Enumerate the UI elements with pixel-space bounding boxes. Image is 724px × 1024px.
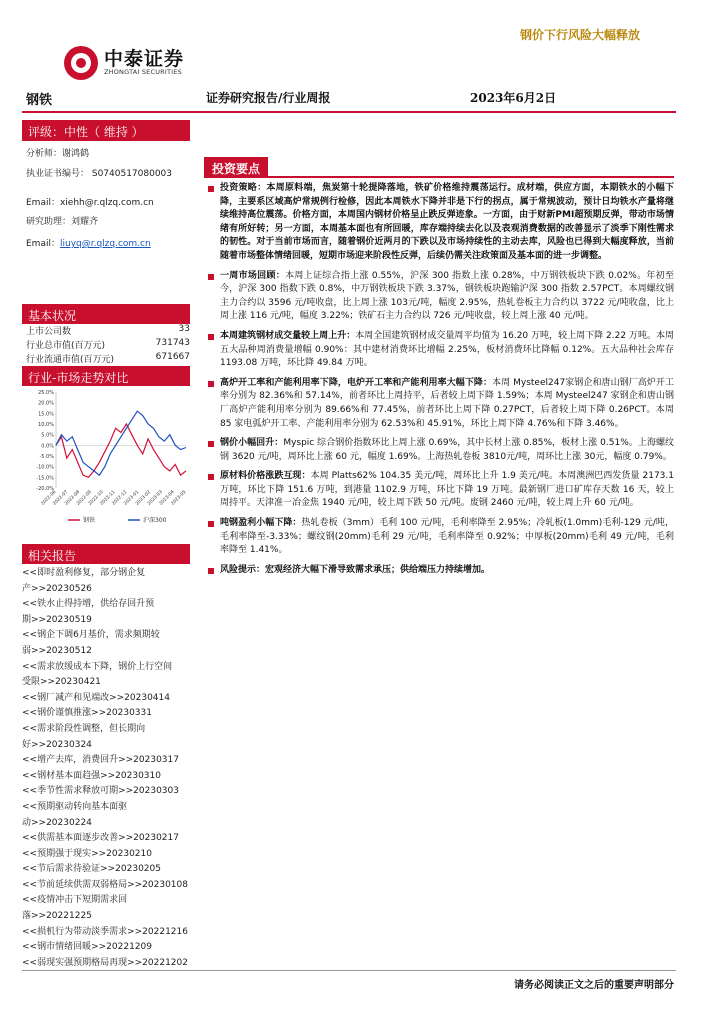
basic-row-label: 行业流通市值(百万元) <box>26 355 115 365</box>
series-line <box>56 411 186 475</box>
invest-point <box>206 564 674 578</box>
y-tick-label: -5.0% <box>39 454 54 460</box>
related-report-item[interactable]: 期>>20230519 <box>22 614 92 625</box>
y-tick-label: -10.0% <box>36 464 54 471</box>
related-report-item[interactable]: <<铁水止得持增，供给存回升预 <box>22 599 155 610</box>
related-report-item[interactable]: 弱>>20230512 <box>22 645 92 656</box>
logo-text-en: ZHONGTAI SECURITIES <box>104 68 182 76</box>
industry-label: 钢铁 <box>26 93 53 108</box>
x-tick-label: 2022-08 <box>64 489 82 507</box>
y-tick-label: -15.0% <box>36 475 54 482</box>
invest-point <box>206 377 674 431</box>
trend-chart <box>26 388 190 530</box>
invest-point-lead: 高炉开工率和产能利用率下降，电炉开工率和产能利用率大幅下降： <box>220 377 493 388</box>
basic-row <box>26 324 190 337</box>
basic-row <box>26 352 190 365</box>
invest-point-text: 本周 Platts62% 104.35 美元/吨，周环比上升 1.9 美元/吨。本周澳洲巴西发货量 2173.1 万吨，环比下降 151.6 万吨，到港量 1102.9 万吨，环比下降 19 万吨。最新钢厂进口矿库存天数 16 天，较上周持平。天津准一冶金焦 1940 元/吨，较上周下跌 50 元/吨。废钢 2460 元/吨，较上周上升 60 元/吨。 <box>220 471 674 509</box>
analyst-email-row <box>26 195 154 208</box>
logo-mark-icon <box>64 46 98 80</box>
related-report-item[interactable]: <<节前延续供需双弱格局>>20230108 <box>22 879 188 890</box>
related-report-item[interactable]: 落>>20221225 <box>22 911 92 922</box>
y-tick-label: 15.0% <box>38 411 54 418</box>
related-report-item[interactable]: <<弱现实强预期格局再现>>20221202 <box>22 957 188 968</box>
invest-point-lead: 一周市场回顾： <box>220 270 286 281</box>
y-tick-label: -20.0% <box>36 486 54 492</box>
related-report-item[interactable]: <<疫情冲击下短期需求回 <box>22 895 128 906</box>
trend-heading: 行业-市场走势对比 <box>22 366 190 386</box>
basic-status-heading: 基本状况 <box>22 304 190 324</box>
x-tick-label: 2023-01 <box>123 489 141 507</box>
report-type: 证券研究报告/行业周报 <box>206 91 331 105</box>
invest-point-text: 本周原料端，焦炭第十轮提降落地，铁矿价格维持震荡运行。成材端，供应方面，本期铁水的小幅下降，主要系区域高炉常规例行检修，因此本周铁水下降并非是下行的拐点，属于常规波动，预计日均铁水产量将继续维持高位震荡。价格方面，本周国内钢材价格呈止跌反弹迹象。一方面，由于财新PMI超预期反弹，带动市场情绪有所好转；另一方面，本周基本面也有所回暖，库存端持续去化以及表观消费数据的改善显示了淡季下刚性需求的韧性。对于当前市场而言，随着钢价近两月的下跌以及市场持续性的主动去库，风险也已得到大幅度释放，当前随着市场整体情绪回暖，短期市场迎来阶段性反弹，后续仍需关注政策面及基本面的进一步调整。 <box>220 183 674 261</box>
y-tick-label: 20.0% <box>38 400 54 407</box>
series-line <box>56 424 186 477</box>
invest-point-text: 本周全国建筑钢材成交量周平均值为 16.20 万吨，较上周下降 2.22 万吨。本周五大品种周消费量增幅 0.90%：其中建材消费环比增幅 2.25%，板材消费环比降幅 0.12%。五大品种社会库存 1193.08 万吨，环比降 49.84 万吨。 <box>220 330 674 369</box>
y-tick-label: 5.0% <box>41 432 54 439</box>
related-report-item[interactable]: <<钢市情绪回暖>>20221209 <box>22 942 152 953</box>
analyst-email[interactable]: xiehh@r.qlzq.com.cn <box>59 198 154 208</box>
related-report-item[interactable]: <<钢材基本面趋强>>20230310 <box>22 770 161 781</box>
x-tick-label: 2023-05 <box>170 489 188 507</box>
x-tick-label: 2022-07 <box>52 489 70 507</box>
x-tick-label: 2023-02 <box>135 489 152 507</box>
related-report-item[interactable]: 好>>20230324 <box>22 739 92 750</box>
y-tick-label: 0.0% <box>41 443 54 450</box>
related-reports-heading: 相关报告 <box>22 544 190 564</box>
trend-chart-svg <box>26 388 190 530</box>
related-report-item[interactable]: 受限>>20230421 <box>22 677 101 688</box>
email-label: Email： <box>26 198 60 208</box>
license-number: 执业证书编号： S0740517080003 <box>26 169 173 179</box>
invest-point <box>206 470 674 511</box>
related-reports-list <box>22 566 192 971</box>
related-report-item[interactable]: <<需求放缓成本下降，钢价上行空间 <box>22 661 173 672</box>
invest-point-lead: 风险提示： <box>220 564 266 575</box>
invest-point-lead: 原材料价格涨跌互现： <box>220 471 311 482</box>
company-logo <box>64 44 204 84</box>
related-report-item[interactable]: <<需求阶段性调整，但长期向 <box>22 723 146 734</box>
related-report-item[interactable]: <<即时盈利修复，部分钢企复 <box>22 568 146 578</box>
x-tick-label: 2022-09 <box>76 489 93 507</box>
header-divider <box>22 111 676 113</box>
x-tick-label: 2023-03 <box>146 489 164 507</box>
invest-point <box>206 182 674 264</box>
basic-row-value: 671667 <box>155 352 190 362</box>
basic-row-value: 33 <box>178 324 190 334</box>
invest-point-text: 热轧卷板（3mm）毛利 100 元/吨，毛利率降至 2.95%；冷轧板(1.0mm)毛利-129 元/吨，毛利率降至-3.33%；螺纹钢(20mm)毛利 29 元/吨，毛利率降至 0.92%；中厚板(20mm)毛利 49 元/吨，毛利率降至 1.41%。 <box>220 518 674 556</box>
basic-row-label: 行业总市值(百万元) <box>26 341 106 351</box>
related-report-item[interactable]: 产>>20230526 <box>22 583 92 594</box>
related-report-item[interactable]: <<钢厂减产和见端改>>20230414 <box>22 692 170 703</box>
basic-row-label: 上市公司数 <box>26 327 72 337</box>
legend-label: 钢铁 <box>83 517 96 524</box>
invest-points-heading <box>204 157 674 178</box>
invest-points-title: 投资要点 <box>204 157 268 178</box>
related-report-item[interactable]: <<节后需求待验证>>20230205 <box>22 864 161 875</box>
rating-banner: 评级：中性（ 维持 ） <box>22 120 190 141</box>
assistant-email-link[interactable]: liuyq@r.qlzq.com.cn <box>59 239 151 249</box>
related-report-item[interactable]: <<季节性需求释放可期>>20230303 <box>22 786 179 797</box>
x-tick-label: 2022-06 <box>40 489 58 507</box>
related-report-item[interactable]: <<供需基本面逐步改善>>20230217 <box>22 833 179 844</box>
report-title: 钢价下行风险大幅释放 <box>519 28 640 42</box>
analyst-name: 分析师：谢鸿鹤 <box>26 149 90 159</box>
x-tick-label: 2023-04 <box>158 489 176 507</box>
invest-points-body <box>206 182 674 583</box>
invest-point <box>206 330 674 371</box>
x-tick-label: 2022-11 <box>99 489 117 507</box>
basic-row-value: 731743 <box>155 338 190 348</box>
related-report-item[interactable]: <<损机行为带动淡季需求>>20221216 <box>22 926 188 937</box>
invest-point-lead: 钢价小幅回升： <box>220 438 284 449</box>
legend-label: 沪深300 <box>143 517 167 524</box>
footer-divider <box>22 970 676 971</box>
invest-point <box>206 517 674 558</box>
x-tick-label: 2022-12 <box>111 489 129 507</box>
logo-text-cn: 中泰证券 <box>104 48 185 70</box>
invest-point-lead: 吨钢盈利小幅下降： <box>220 518 302 529</box>
related-report-item[interactable]: <<预期驱动转向基本面驱 <box>22 801 128 812</box>
email-label: Email： <box>26 239 60 249</box>
invest-point-text: Myspic 综合钢价指数环比上周上涨 0.69%，其中长材上涨 0.85%，板材上涨 0.51%。上海螺纹钢 3620 元/吨，周环比上涨 60 元，幅度 1.69%。上海热轧卷板 3810元/吨，周环比上涨 30元，幅度 0.79%。 <box>220 438 674 462</box>
related-report-item[interactable]: <<预期强于现实>>20230210 <box>22 848 152 859</box>
invest-point-text: 本周上证综合指上涨 0.55%，沪深 300 指数上涨 0.28%，中万钢铁板块下跌 0.02%。年初至今，沪深 300 指数下跌 0.8%，中万钢铁板块下跌 3.37%，钢铁板块跑输沪深 300 指数 2.57PCT。本周螺纹钢主力合约以 3596 元/吨收盘，比上周上涨 103元/吨，幅度 2.95%，热轧卷板主力合约以 3722 元/吨收盘，比上周上涨 116 元/吨，幅度 3.22%；铁矿石主力合约以 726 元/吨收盘，较上周上涨 40 元/吨。 <box>220 270 674 322</box>
invest-point-text: 宏观经济大幅下滑导致需求承压；供给端压力持续增加。 <box>265 564 491 575</box>
assistant-email-row <box>26 236 151 249</box>
invest-point-lead: 投资策略： <box>220 183 267 193</box>
related-report-item[interactable]: <<钢企下调6月基价，需求频期较 <box>22 630 160 641</box>
y-tick-label: 25.0% <box>38 390 54 396</box>
related-report-item[interactable]: 动>>20230224 <box>22 817 92 828</box>
invest-point <box>206 437 674 464</box>
report-date: 2023年6月2日 <box>470 91 557 105</box>
disclaimer-notice: 请务必阅读正文之后的重要声明部分 <box>514 980 674 991</box>
invest-point-lead: 本周建筑钢材成交量较上周上升： <box>220 330 356 341</box>
invest-point <box>206 270 674 324</box>
invest-point-text: 本周 Mysteel247家钢企和唐山钢厂高炉开工率分别为 82.36%和 57.14%，前者环比上周持平，后者较上周下降 1.59%；本周 Mysteel247 家钢企和唐山钢厂高炉产能利用率分别为 89.66%和 77.45%，前者环比上周下降 0.27PCT，后者较上周下降 0.26PCT。本周 85 家电弧炉开工率、产能利用率分别为 62.53%和 45.91%，环比上周下降 4.76%和下降 3.46%。 <box>220 377 674 429</box>
related-report-item[interactable]: <<增产去库，消费回升>>20230317 <box>22 755 179 766</box>
related-report-item[interactable]: <<钢价谨慎推涨>>20230331 <box>22 708 152 719</box>
assistant-name: 研究助理：刘耀齐 <box>26 217 99 227</box>
y-tick-label: 10.0% <box>38 422 54 428</box>
x-tick-label: 2022-10 <box>87 489 105 507</box>
basic-row <box>26 338 190 351</box>
